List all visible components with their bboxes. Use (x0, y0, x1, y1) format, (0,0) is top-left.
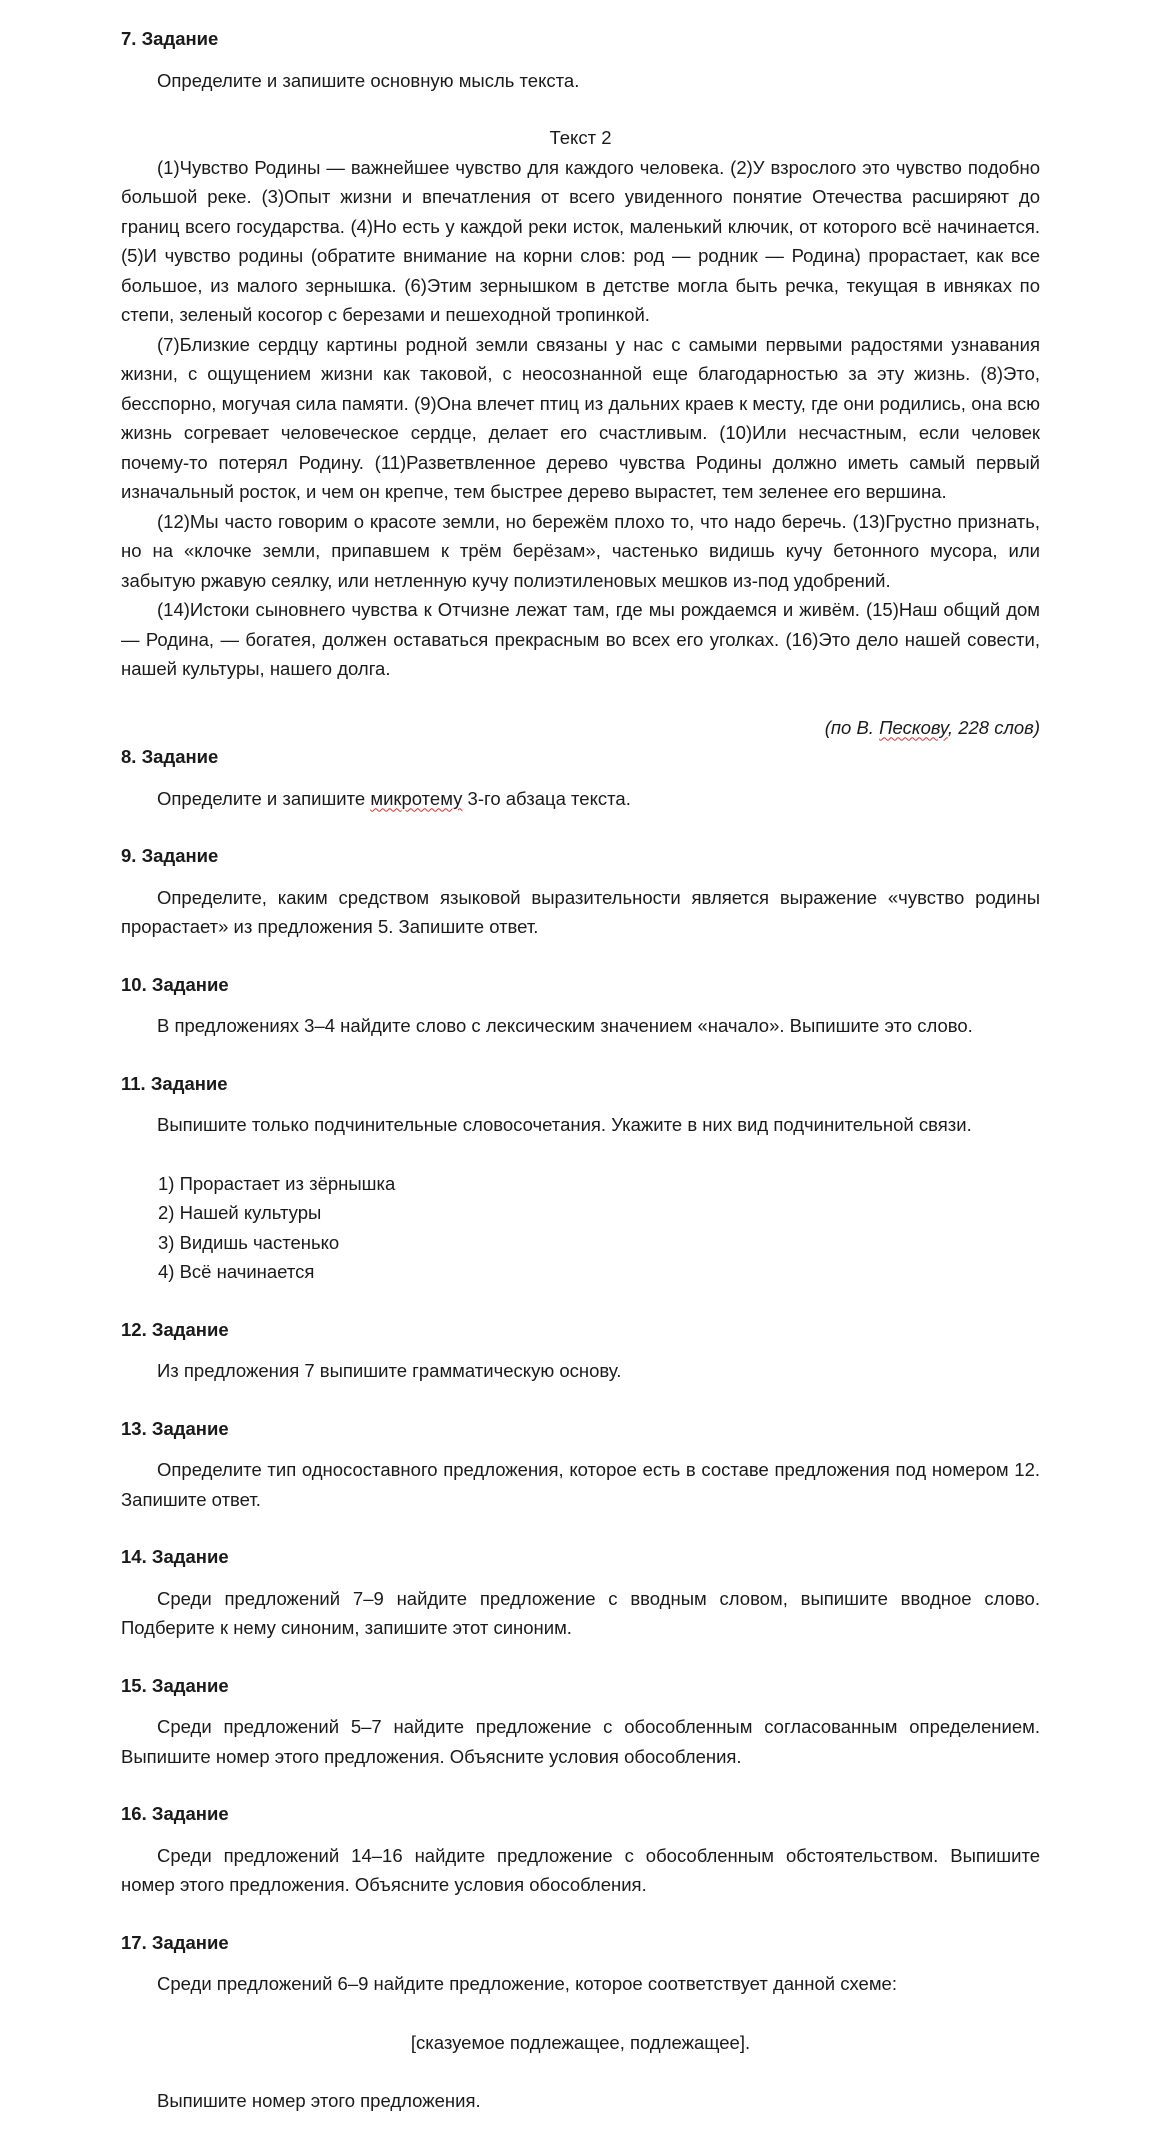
task-16-body: Среди предложений 14–16 найдите предложение с обособленным обстоятельством. Выпишите номер этого предложения. Объясните условия обособления. (121, 1844, 1040, 1895)
task-7-body: Определите и запишите основную мысль текста. (157, 69, 580, 91)
task-17-footer: Выпишите номер этого предложения. (157, 2090, 481, 2111)
task-8-body (121, 784, 1040, 814)
task-11-option-4: 4) Всё начинается (158, 1261, 315, 1282)
task-11-body: Выпишите только подчинительные словосочетания. Укажите в них вид подчинительной связи. (157, 1114, 972, 1135)
task-11-options (121, 1169, 1040, 1287)
text-paragraph-2: (7)Близкие сердцу картины родной земли связаны у нас с самыми первыми радостями узнавания жизни, с ощущением жизни как таковой, с неосознанной еще благодарностью за эту жизнь. (8)Это, бесспорно, могучая сила памяти. (9)Она влечет птиц из дальних краев к месту, где они родились, она всю жизнь согревает человеческое сердце, делает его счастливым. (10)Или несчастным, если человек почему-то потерял Родину. (11)Разветвленное дерево чувства Родины должно иметь самый первый изначальный росток, и чем он крепче, тем быстрее дерево вырастет, тем зеленее его вершина. (121, 333, 1040, 502)
text-paragraph-1: (1)Чувство Родины — важнейшее чувство для каждого человека. (2)У взрослого это чувство подобно большой реке. (3)Опыт жизни и впечатления от всего увиденного понятие Отечества расширяют до границ всего государства. (4)Но есть у каждой реки исток, маленький ключик, от которого всё начинается. (5)И чувство родины (обратите внимание на корни слов: род — родник — Родина) прорастает, как все большое, из малого зернышка. (6)Этим зернышком в детстве могла быть речка, текущая в ивняках по степи, зеленый косогор с березами и пешеходной тропинкой. (121, 156, 1040, 325)
text-2-heading: Текст 2 (549, 127, 612, 148)
text-paragraph-3: (12)Мы часто говорим о красоте земли, но бережём плохо то, что надо беречь. (13)Грустно признать, но на «клочке земли, припавшем к трём берёзам», частенько видишь кучу бетонного мусора, или забытую ржавую сеялку, или нетленную кучу полиэтиленовых мешков из-под удобрений. (121, 510, 1040, 591)
text-source (121, 713, 1040, 743)
task-10-title: 10. Задание (121, 973, 229, 995)
source-prefix: (по В. (824, 716, 880, 738)
task-13-body: Определите тип односоставного предложения, которое есть в составе предложения под номером 12. Запишите ответ. (121, 1459, 1040, 1510)
task-17-body: Среди предложений 6–9 найдите предложение, которое соответствует данной схеме: (157, 1973, 897, 1994)
task-15-title: 15. Задание (121, 1674, 229, 1696)
task-8-body-after: 3-го абзаца текста. (462, 787, 631, 809)
task-17-title: 17. Задание (121, 1931, 229, 1953)
task-12-title: 12. Задание (121, 1318, 229, 1340)
task-15-body: Среди предложений 5–7 найдите предложение с обособленным согласованным определением. Выпишите номер этого предложения. Объясните условия обособления. (121, 1716, 1040, 1767)
task-9-title: 9. Задание (121, 845, 219, 866)
task-11-option-3: 3) Видишь частенько (158, 1231, 340, 1253)
task-13-title: 13. Задание (121, 1417, 229, 1439)
task-11-title: 11. Задание (121, 1072, 228, 1094)
task-11-option-2: 2) Нашей культуры (158, 1202, 322, 1223)
task-10-body: В предложениях 3–4 найдите слово с лексическим значением «начало». Выпишите это слово. (157, 1015, 973, 1036)
source-suffix: , 228 слов) (947, 716, 1040, 738)
task-14-body: Среди предложений 7–9 найдите предложение с вводным словом, выпишите вводное слово. Подберите к нему синоним, запишите этот синоним. (121, 1587, 1040, 1638)
task-8-title: 8. Задание (121, 746, 219, 767)
task-8-body-marked: микротему (370, 787, 463, 809)
task-11-option-1: 1) Прорастает из зёрнышка (158, 1172, 396, 1194)
source-author: Пескову (879, 716, 948, 738)
task-16-title: 16. Задание (121, 1803, 229, 1824)
task-9-body: Определите, каким средством языковой выразительности является выражение «чувство родины прорастает» из предложения 5. Запишите ответ. (121, 886, 1040, 937)
text-paragraph-4: (14)Истоки сыновнего чувства к Отчизне лежат там, где мы рождаемся и живём. (15)Наш общий дом — Родина, — богатея, должен оставаться прекрасным во всех его уголках. (16)Это дело нашей совести, нашей культуры, нашего долга. (121, 599, 1040, 679)
task-14-title: 14. Задание (121, 1546, 229, 1567)
task-7-title: 7. Задание (121, 28, 219, 49)
task-17-scheme: [сказуемое подлежащее, подлежащее]. (410, 2031, 751, 2053)
task-8-body-before: Определите и запишите (157, 787, 371, 809)
task-12-body: Из предложения 7 выпишите грамматическую основу. (157, 1360, 622, 1381)
